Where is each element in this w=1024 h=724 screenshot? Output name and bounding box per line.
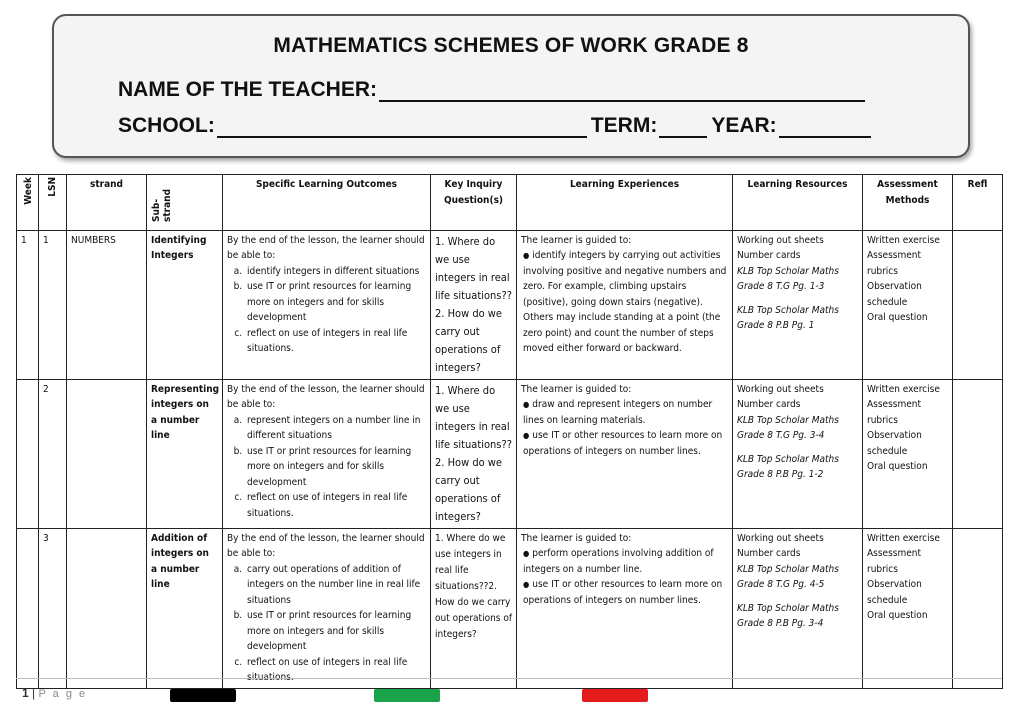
reflection-cell bbox=[953, 230, 1003, 379]
outcome-item: a. represent integers on a number line in different situations bbox=[245, 413, 426, 444]
reflection-cell bbox=[953, 528, 1003, 688]
school-label: SCHOOL: bbox=[118, 114, 215, 137]
teacher-name-field bbox=[118, 78, 865, 102]
page-label: P a g e bbox=[38, 688, 88, 700]
reflection-cell bbox=[953, 379, 1003, 528]
experiences-intro: The learner is guided to: bbox=[521, 383, 632, 395]
strand-cell bbox=[67, 379, 147, 528]
resource-item: Number cards bbox=[737, 250, 801, 261]
assessment-cell bbox=[863, 230, 953, 379]
header-resources: Learning Resources bbox=[733, 175, 863, 231]
resource-item: Number cards bbox=[737, 548, 801, 559]
sub-strand-cell: Representing integers on a number line bbox=[147, 379, 223, 528]
header-outcomes: Specific Learning Outcomes bbox=[223, 175, 431, 231]
outcomes-intro: By the end of the lesson, the learner should be able to: bbox=[227, 234, 425, 261]
experiences-cell bbox=[517, 379, 733, 528]
scheme-table bbox=[16, 174, 1003, 689]
header-sub-strand: Sub-strand bbox=[147, 175, 223, 231]
assessment-item: Written exercise bbox=[867, 383, 940, 395]
header-week: Week bbox=[17, 175, 39, 231]
inquiry-cell: 1. Where do we use integers in real life situations??2. How do we carry out operations of integers? bbox=[431, 379, 517, 528]
experience-item: ● use IT or other resources to learn more on operations of integers on number lines. bbox=[521, 577, 728, 608]
outcome-item: b. use IT or print resources for learning more on integers and for skills development bbox=[245, 444, 426, 491]
page-number: 1 | P a g e bbox=[22, 686, 88, 700]
resource-item: Number cards bbox=[737, 399, 801, 410]
table-row bbox=[17, 528, 1003, 688]
table-row bbox=[17, 379, 1003, 528]
table-header-row bbox=[17, 175, 1003, 231]
outcome-item: c. reflect on use of integers in real life situations. bbox=[245, 326, 426, 357]
assessment-item: Observation schedule bbox=[867, 281, 922, 308]
term-line bbox=[659, 116, 707, 138]
assessment-item: Assessment rubrics bbox=[867, 548, 921, 575]
assessment-cell bbox=[863, 379, 953, 528]
week-cell bbox=[17, 528, 39, 688]
resources-cell bbox=[733, 379, 863, 528]
footer-rule bbox=[16, 678, 1002, 679]
teacher-label: NAME OF THE TEACHER: bbox=[118, 78, 377, 101]
lsn-cell: 1 bbox=[39, 230, 67, 379]
header-inquiry: Key Inquiry Question(s) bbox=[431, 175, 517, 231]
outcomes-cell bbox=[223, 230, 431, 379]
page-number-value: 1 bbox=[22, 686, 29, 700]
assessment-cell bbox=[863, 528, 953, 688]
lsn-cell: 2 bbox=[39, 379, 67, 528]
resource-reference: KLB Top Scholar Maths Grade 8 P.B Pg. 1 bbox=[737, 304, 839, 331]
term-label: TERM: bbox=[590, 114, 658, 137]
assessment-item: Written exercise bbox=[867, 234, 940, 246]
assessment-item: Written exercise bbox=[867, 532, 940, 544]
assessment-item: Observation schedule bbox=[867, 430, 922, 457]
outcome-item: b. use IT or print resources for learning more on integers and for skills development bbox=[245, 279, 426, 326]
assessment-item: Oral question bbox=[867, 312, 928, 323]
outcome-item: c. reflect on use of integers in real life situations. bbox=[245, 490, 426, 521]
outcomes-cell bbox=[223, 528, 431, 688]
assessment-item: Oral question bbox=[867, 461, 928, 472]
resource-reference: KLB Top Scholar Maths Grade 8 P.B Pg. 3-4 bbox=[737, 602, 839, 629]
assessment-item: Assessment rubrics bbox=[867, 399, 921, 426]
table-row bbox=[17, 230, 1003, 379]
assessment-item: Observation schedule bbox=[867, 579, 922, 606]
footer-color-bar-black bbox=[170, 689, 236, 702]
sub-strand-cell: Identifying Integers bbox=[147, 230, 223, 379]
inquiry-cell: 1. Where do we use integers in real life situations??2. How do we carry out operations of integers? bbox=[431, 230, 517, 379]
header-box bbox=[52, 14, 970, 158]
header-assessment: Assessment Methods bbox=[863, 175, 953, 231]
outcome-item: a. identify integers in different situations bbox=[245, 264, 426, 280]
lsn-cell: 3 bbox=[39, 528, 67, 688]
week-cell bbox=[17, 379, 39, 528]
school-term-year-field bbox=[118, 114, 871, 138]
resource-reference: KLB Top Scholar Maths Grade 8 T.G Pg. 3-4 bbox=[737, 414, 839, 441]
assessment-item: Assessment rubrics bbox=[867, 250, 921, 277]
strand-cell bbox=[67, 528, 147, 688]
outcome-item: b. use IT or print resources for learning more on integers and for skills development bbox=[245, 608, 426, 655]
header-strand: strand bbox=[67, 175, 147, 231]
resource-reference: KLB Top Scholar Maths Grade 8 P.B Pg. 1-2 bbox=[737, 453, 839, 480]
inquiry-cell: 1. Where do we use integers in real life situations??2. How do we carry out operations of integers? bbox=[431, 528, 517, 688]
resource-item: Working out sheets bbox=[737, 234, 824, 246]
resource-reference: KLB Top Scholar Maths Grade 8 T.G Pg. 4-5 bbox=[737, 563, 839, 590]
resource-item: Working out sheets bbox=[737, 532, 824, 544]
header-lsn: LSN bbox=[39, 175, 67, 231]
teacher-name-line bbox=[379, 80, 865, 102]
footer-color-bar-green bbox=[374, 689, 440, 702]
outcomes-intro: By the end of the lesson, the learner should be able to: bbox=[227, 532, 425, 559]
outcome-item: c. reflect on use of integers in real life situations. bbox=[245, 655, 426, 686]
experience-item: ● perform operations involving addition of integers on a number line. bbox=[521, 546, 728, 577]
experiences-intro: The learner is guided to: bbox=[521, 234, 632, 246]
header-experiences: Learning Experiences bbox=[517, 175, 733, 231]
experience-item: ● use IT or other resources to learn more on operations of integers on number lines. bbox=[521, 428, 728, 459]
outcomes-cell bbox=[223, 379, 431, 528]
resource-item: Working out sheets bbox=[737, 383, 824, 395]
experiences-cell bbox=[517, 528, 733, 688]
resource-reference: KLB Top Scholar Maths Grade 8 T.G Pg. 1-3 bbox=[737, 265, 839, 292]
document-title: MATHEMATICS SCHEMES OF WORK GRADE 8 bbox=[273, 34, 749, 57]
experiences-cell bbox=[517, 230, 733, 379]
header-reflection: Refl bbox=[953, 175, 1003, 231]
school-line bbox=[217, 116, 587, 138]
experience-item: ● draw and represent integers on number lines on learning materials. bbox=[521, 397, 728, 428]
outcome-item: a. carry out operations of addition of integers on the number line in real life situations bbox=[245, 562, 426, 609]
year-label: YEAR: bbox=[711, 114, 777, 137]
year-line bbox=[779, 116, 871, 138]
experiences-intro: The learner is guided to: bbox=[521, 532, 632, 544]
sub-strand-cell: Addition of integers on a number line bbox=[147, 528, 223, 688]
resources-cell bbox=[733, 230, 863, 379]
assessment-item: Oral question bbox=[867, 610, 928, 621]
experience-item: ● identify integers by carrying out activities involving positive and negative numbers and zero. For example, climbing upstairs (positive), going down stairs (negative). Others may include standing at a point (the zero point) and count the number of steps moved either forward or backward. bbox=[521, 248, 728, 357]
outcomes-intro: By the end of the lesson, the learner should be able to: bbox=[227, 383, 425, 410]
footer-color-bar-red bbox=[582, 689, 648, 702]
week-cell: 1 bbox=[17, 230, 39, 379]
resources-cell bbox=[733, 528, 863, 688]
strand-cell: NUMBERS bbox=[67, 230, 147, 379]
